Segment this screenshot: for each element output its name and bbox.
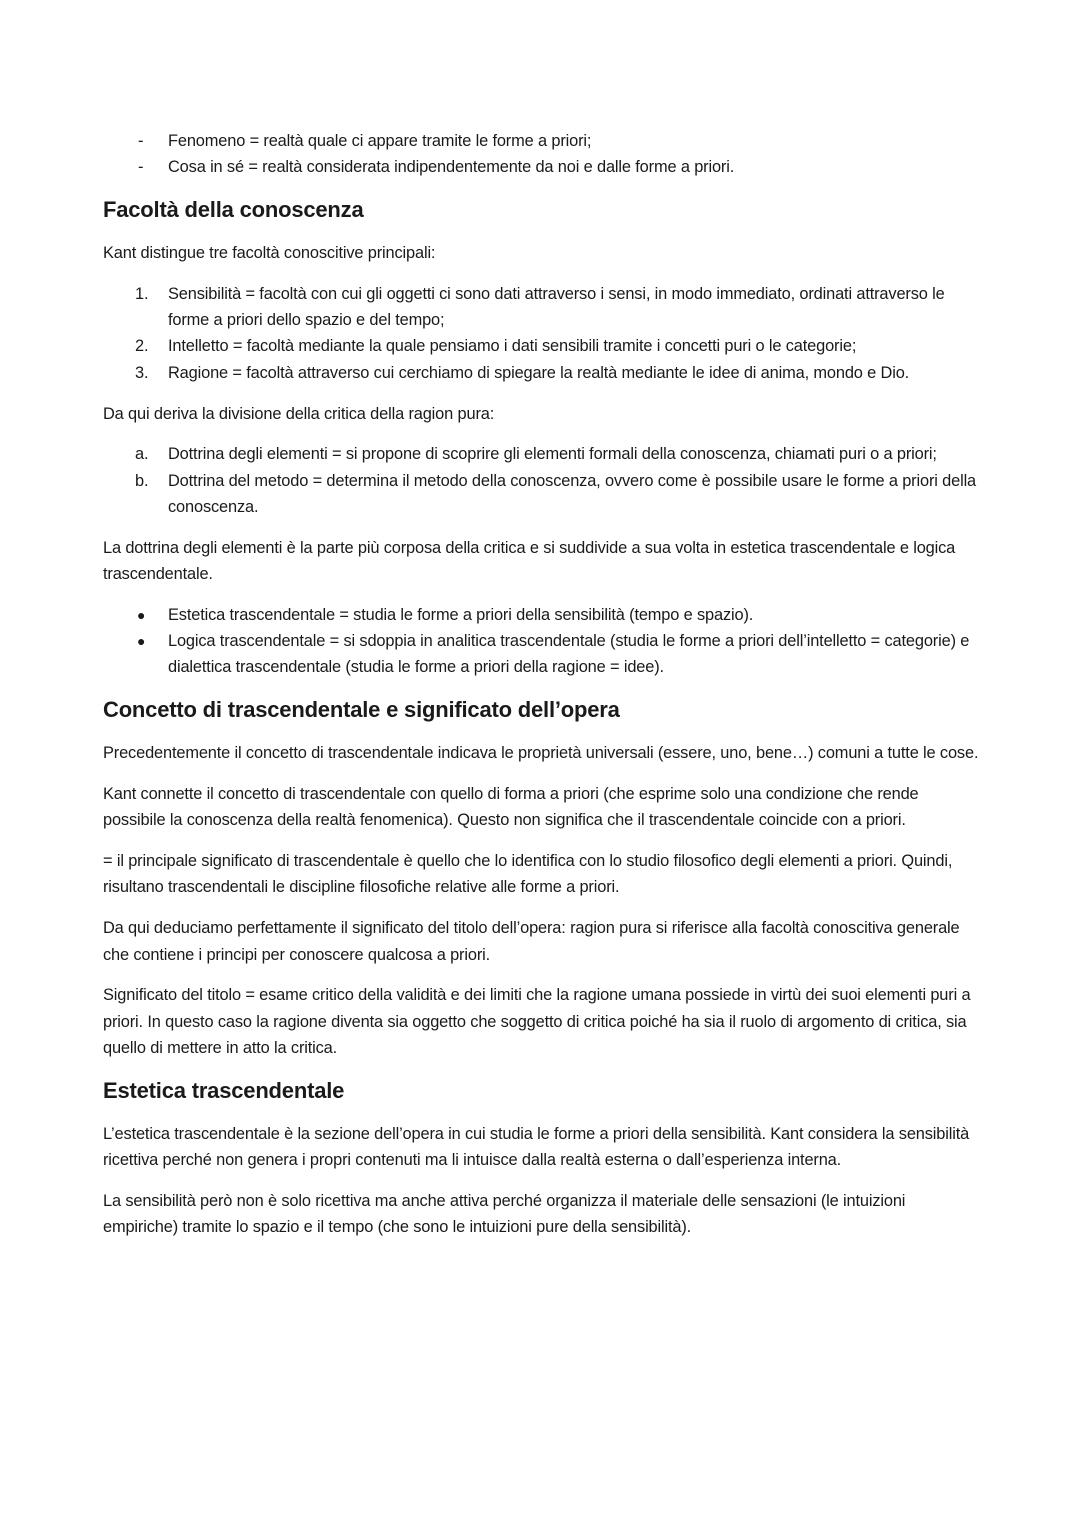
numbered-list (103, 281, 983, 386)
list-item-text: Dottrina del metodo = determina il metodo della conoscenza, ovvero come è possibile usare le forme a priori della conoscenza. (168, 471, 977, 516)
section-heading: Estetica trascendentale (103, 1077, 345, 1103)
list-item (103, 333, 983, 359)
list-marker: 2. (135, 337, 149, 356)
bullet-marker: ● (137, 606, 146, 623)
list-marker: a. (135, 445, 149, 464)
list-marker: 1. (135, 284, 149, 303)
paragraph: La dottrina degli elementi è la parte più corposa della critica e si suddivide a sua volta in estetica trascendentale e logica trascendentale. (103, 538, 956, 584)
list-item-text: Logica trascendentale = si sdoppia in analitica trascendentale (studia le forme a priori dell’intelletto = categorie) e dialettica trascendentale (studia le forme a priori della ragione = idee). (168, 632, 970, 677)
list-item (103, 360, 983, 386)
paragraph: La sensibilità però non è solo ricettiva ma anche attiva perché organizza il materiale delle sensazioni (le intuizioni empiriche) tramite lo spazio e il tempo (che sono le intuizioni pure della sensibilità). (103, 1191, 906, 1237)
paragraph: Precedentemente il concetto di trascendentale indicava le proprietà universali (essere, uno, bene…) comuni a tutte le cose. (103, 744, 979, 763)
list-marker: b. (135, 471, 149, 490)
list-item (103, 468, 983, 521)
section-heading: Concetto di trascendentale e significato dell’opera (103, 697, 620, 723)
paragraph: Kant connette il concetto di trascendentale con quello di forma a priori (che esprime solo una condizione che rende possibile la conoscenza della realtà fenomenica). Questo non significa che il trascendentale coincide con a priori. (103, 785, 919, 830)
dash-marker: - (138, 158, 144, 177)
list-item (103, 441, 983, 467)
list-item-text: Ragione = facoltà attraverso cui cerchiamo di spiegare la realtà mediante le idee di anima, mondo e Dio. (168, 363, 910, 382)
list-item-text: Cosa in sé = realtà considerata indipendentemente da noi e dalle forme a priori. (168, 158, 735, 177)
list-item-text: Sensibilità = facoltà con cui gli oggetti ci sono dati attraverso i sensi, in modo immediato, ordinati attraverso le forme a priori dello spazio e del tempo; (168, 284, 945, 330)
list-item (103, 628, 983, 681)
list-item-text: Fenomeno = realtà quale ci appare tramite le forme a priori; (168, 132, 592, 150)
dash-marker: - (138, 132, 144, 150)
lettered-list (103, 441, 983, 520)
document-page (103, 128, 983, 1255)
paragraph: L’estetica trascendentale è la sezione dell’opera in cui studia le forme a priori della sensibilità. Kant considera la sensibilità ricettiva perché non genera i propri contenuti ma li intuisce dalla realtà esterna o dall’esperienza interna. (103, 1124, 970, 1170)
bullet-list (103, 602, 983, 681)
list-marker: 3. (135, 363, 149, 382)
section-heading: Facoltà della conoscenza (103, 197, 364, 223)
list-item (103, 281, 983, 334)
list-item-text: Estetica trascendentale = studia le forme a priori della sensibilità (tempo e spazio). (168, 605, 754, 624)
paragraph: = il principale significato di trascendentale è quello che lo identifica con lo studio filosofico degli elementi a priori. Quindi, risultano trascendentali le discipline filosofiche relative alle forme a priori. (103, 852, 953, 897)
list-item-text: Dottrina degli elementi = si propone di scoprire gli elementi formali della conoscenza, chiamati puri o a priori; (168, 445, 937, 464)
paragraph: Da qui deduciamo perfettamente il significato del titolo dell’opera: ragion pura si riferisce alla facoltà conoscitiva generale che contiene i principi per conoscere qualcosa a priori. (103, 919, 960, 964)
paragraph: Da qui deriva la divisione della critica della ragion pura: (103, 404, 495, 423)
list-item (103, 154, 983, 180)
list-item-text: Intelletto = facoltà mediante la quale pensiamo i dati sensibili tramite i concetti puri o le categorie; (168, 337, 857, 356)
paragraph: Significato del titolo = esame critico della validità e dei limiti che la ragione umana possiede in virtù dei suoi elementi puri a priori. In questo caso la ragione diventa sia oggetto che soggetto di critica poiché ha sia il ruolo di argomento di critica, sia quello di mettere in atto la critica. (103, 986, 971, 1057)
list-item (103, 128, 983, 154)
list-item (103, 602, 983, 628)
definition-list (103, 128, 983, 181)
bullet-marker: ● (137, 633, 146, 650)
paragraph: Kant distingue tre facoltà conoscitive principali: (103, 244, 436, 263)
